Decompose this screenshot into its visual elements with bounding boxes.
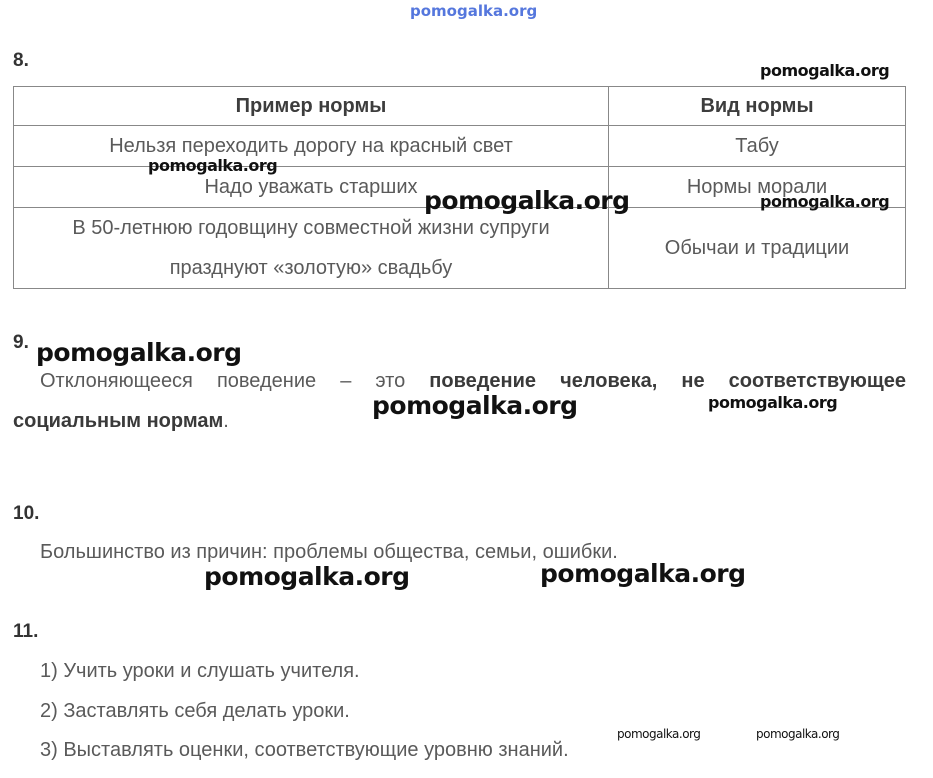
question-10-text: Большинство из причин: проблемы общества, семьи, ошибки. — [40, 541, 618, 563]
question-11-number: 11. — [13, 621, 39, 642]
watermark: pomogalka.org — [36, 338, 242, 367]
cell-type: Нормы морали — [609, 167, 906, 208]
table-row — [14, 208, 906, 289]
question-8-number: 8. — [13, 50, 29, 71]
watermark-top: pomogalka.org — [410, 2, 538, 20]
watermark: pomogalka.org — [708, 393, 838, 412]
header-type: Вид нормы — [609, 87, 906, 126]
question-11-item: 2) Заставлять себя делать уроки. — [40, 700, 350, 722]
watermark: pomogalka.org — [204, 562, 410, 591]
cell-type: Обычаи и традиции — [609, 208, 906, 289]
cell-example: Надо уважать старших — [14, 167, 609, 208]
watermark: pomogalka.org — [756, 727, 840, 741]
watermark: pomogalka.org — [760, 61, 890, 80]
q9-bold1: поведение человека, не соответствующее — [429, 370, 906, 392]
cell-example-line2: празднуют «золотую» свадьбу — [169, 257, 453, 279]
watermark: pomogalka.org — [617, 727, 701, 741]
q9-bold2: социальным нормам — [13, 410, 224, 432]
q9-prefix: Отклоняющееся поведение – это — [40, 370, 430, 392]
cell-type: Табу — [609, 126, 906, 167]
question-9-line1 — [40, 370, 906, 393]
watermark: pomogalka.org — [760, 192, 890, 211]
question-11-item: 1) Учить уроки и слушать учителя. — [40, 660, 360, 682]
watermark: pomogalka.org — [424, 186, 630, 215]
header-example: Пример нормы — [14, 87, 609, 126]
question-10-number: 10. — [13, 503, 40, 524]
question-11-item: 3) Выставлять оценки, соответствующие уровню знаний. — [40, 739, 569, 761]
cell-example: Нельзя переходить дорогу на красный свет — [14, 126, 609, 167]
question-9-line2 — [13, 410, 229, 433]
question-9-number: 9. — [13, 332, 29, 353]
watermark: pomogalka.org — [372, 391, 578, 420]
table-header-row — [14, 87, 906, 126]
watermark: pomogalka.org — [540, 559, 746, 588]
cell-example — [14, 208, 609, 289]
cell-example-line1: В 50-летнюю годовщину совместной жизни супруги — [72, 217, 550, 239]
q9-suffix: . — [223, 410, 229, 432]
watermark: pomogalka.org — [148, 156, 278, 175]
